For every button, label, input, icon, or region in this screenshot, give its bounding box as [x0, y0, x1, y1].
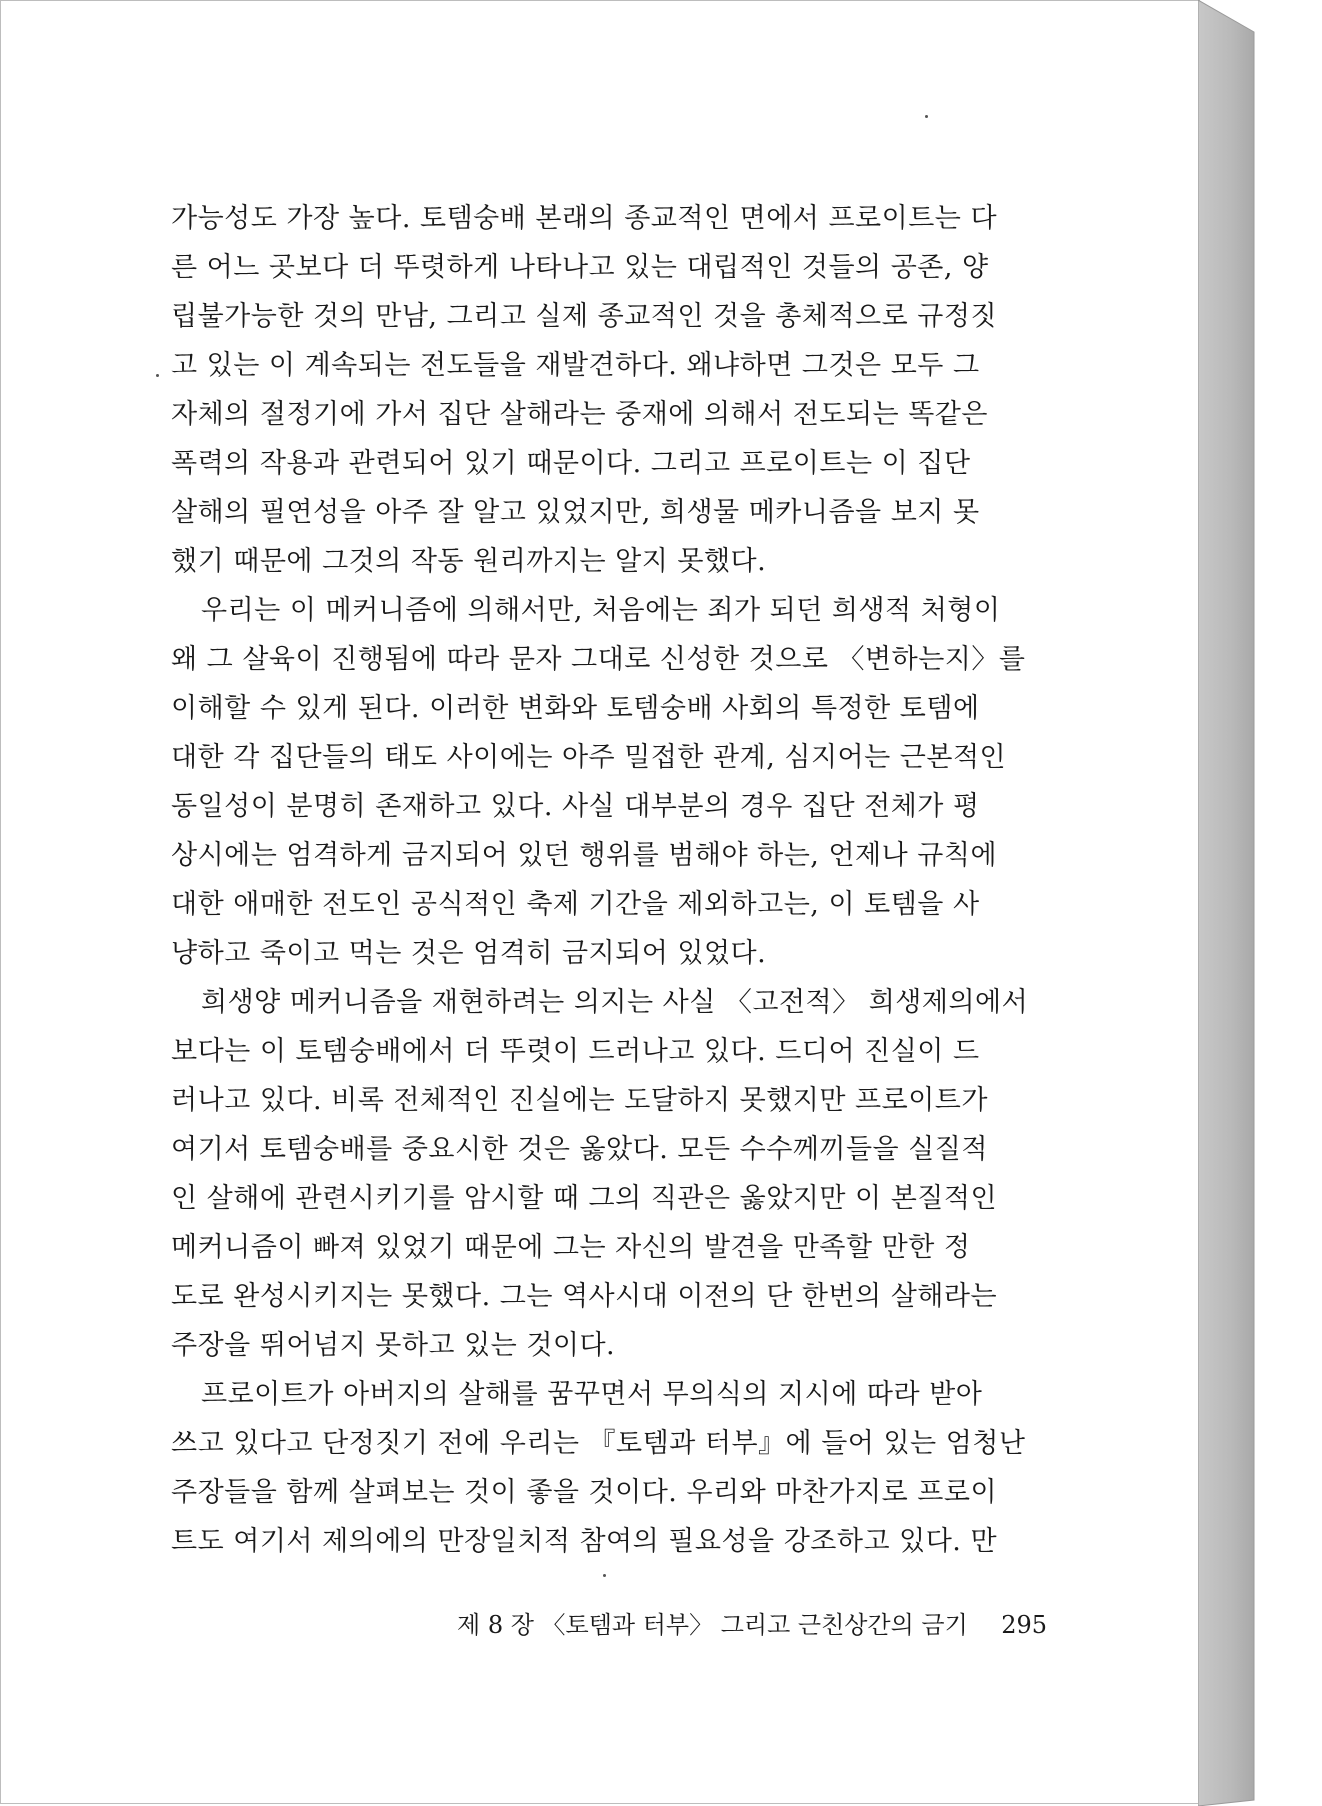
text-line: 가능성도 가장 높다. 토템숭배 본래의 종교적인 면에서 프로이트는 다 [171, 203, 998, 234]
text-line: 보다는 이 토템숭배에서 더 뚜렷이 드러나고 있다. 드디어 진실이 드 [171, 1036, 980, 1067]
text-line: 도로 완성시키지는 못했다. 그는 역사시대 이전의 단 한번의 살해라는 [171, 1281, 998, 1312]
text-line: 왜 그 살육이 진행됨에 따라 문자 그대로 신성한 것으로 〈변하는지〉를 [171, 644, 1026, 675]
paragraph-3 [171, 978, 1047, 1370]
text-line: 우리는 이 메커니즘에 의해서만, 처음에는 죄가 되던 희생적 처형이 [201, 595, 1001, 626]
text-line: 주장들을 함께 살펴보는 것이 좋을 것이다. 우리와 마찬가지로 프로이 [171, 1477, 998, 1508]
text-line: 인 살해에 관련시키기를 암시할 때 그의 직관은 옳았지만 이 본질적인 [171, 1183, 998, 1214]
text-line: 자체의 절정기에 가서 집단 살해라는 중재에 의해서 전도되는 똑같은 [171, 399, 988, 430]
page-footer [457, 1605, 1047, 1640]
book-thickness-edge [1198, 0, 1258, 1806]
text-line: 고 있는 이 계속되는 전도들을 재발견하다. 왜냐하면 그것은 모두 그 [171, 350, 980, 381]
running-head: 제 8 장 〈토템과 터부〉 그리고 근친상간의 금기 [457, 1611, 968, 1639]
paragraph-4 [171, 1370, 1047, 1566]
text-line: 쓰고 있다고 단정짓기 전에 우리는 『토템과 터부』에 들어 있는 엄청난 [171, 1428, 1026, 1459]
text-line: 상시에는 엄격하게 금지되어 있던 행위를 범해야 하는, 언제나 규칙에 [171, 840, 998, 871]
text-line: 주장을 뛰어넘지 못하고 있는 것이다. [171, 1330, 616, 1361]
text-line: 폭력의 작용과 관련되어 있기 때문이다. 그리고 프로이트는 이 집단 [171, 448, 971, 479]
text-line: 이해할 수 있게 된다. 이러한 변화와 토템숭배 사회의 특정한 토템에 [171, 693, 980, 724]
text-line: 트도 여기서 제의에의 만장일치적 참여의 필요성을 강조하고 있다. 만 [171, 1526, 998, 1557]
text-line: 른 어느 곳보다 더 뚜렷하게 나타나고 있는 대립적인 것들의 공존, 양 [171, 252, 989, 283]
page-number: 295 [1001, 1611, 1047, 1639]
text-line: 대한 각 집단들의 태도 사이에는 아주 밀접한 관계, 심지어는 근본적인 [171, 742, 1007, 773]
text-line: 대한 애매한 전도인 공식적인 축제 기간을 제외하고는, 이 토템을 사 [171, 889, 980, 920]
text-line: 립불가능한 것의 만남, 그리고 실제 종교적인 것을 총체적으로 규정짓 [171, 301, 998, 332]
text-line: 살해의 필연성을 아주 잘 알고 있었지만, 희생물 메카니즘을 보지 못 [171, 497, 980, 528]
text-line: 여기서 토템숭배를 중요시한 것은 옳았다. 모든 수수께끼들을 실질적 [171, 1134, 988, 1165]
text-line: 동일성이 분명히 존재하고 있다. 사실 대부분의 경우 집단 전체가 평 [171, 791, 980, 822]
scan-speck [156, 374, 159, 377]
body-text [171, 194, 1047, 1566]
text-line: 냥하고 죽이고 먹는 것은 엄격히 금지되어 있었다. [171, 938, 767, 969]
scan-speck [603, 1574, 606, 1577]
text-line: 희생양 메커니즘을 재현하려는 의지는 사실 〈고전적〉 희생제의에서 [201, 987, 1029, 1018]
text-line: 프로이트가 아버지의 살해를 꿈꾸면서 무의식의 지시에 따라 받아 [201, 1379, 983, 1410]
text-line: 러나고 있다. 비록 전체적인 진실에는 도달하지 못했지만 프로이트가 [171, 1085, 988, 1116]
paragraph-1 [171, 194, 1047, 586]
paragraph-2 [171, 586, 1047, 978]
scan-speck [925, 115, 928, 118]
text-line: 메커니즘이 빠져 있었기 때문에 그는 자신의 발견을 만족할 만한 정 [171, 1232, 971, 1263]
text-line: 했기 때문에 그것의 작동 원리까지는 알지 못했다. [171, 546, 767, 577]
